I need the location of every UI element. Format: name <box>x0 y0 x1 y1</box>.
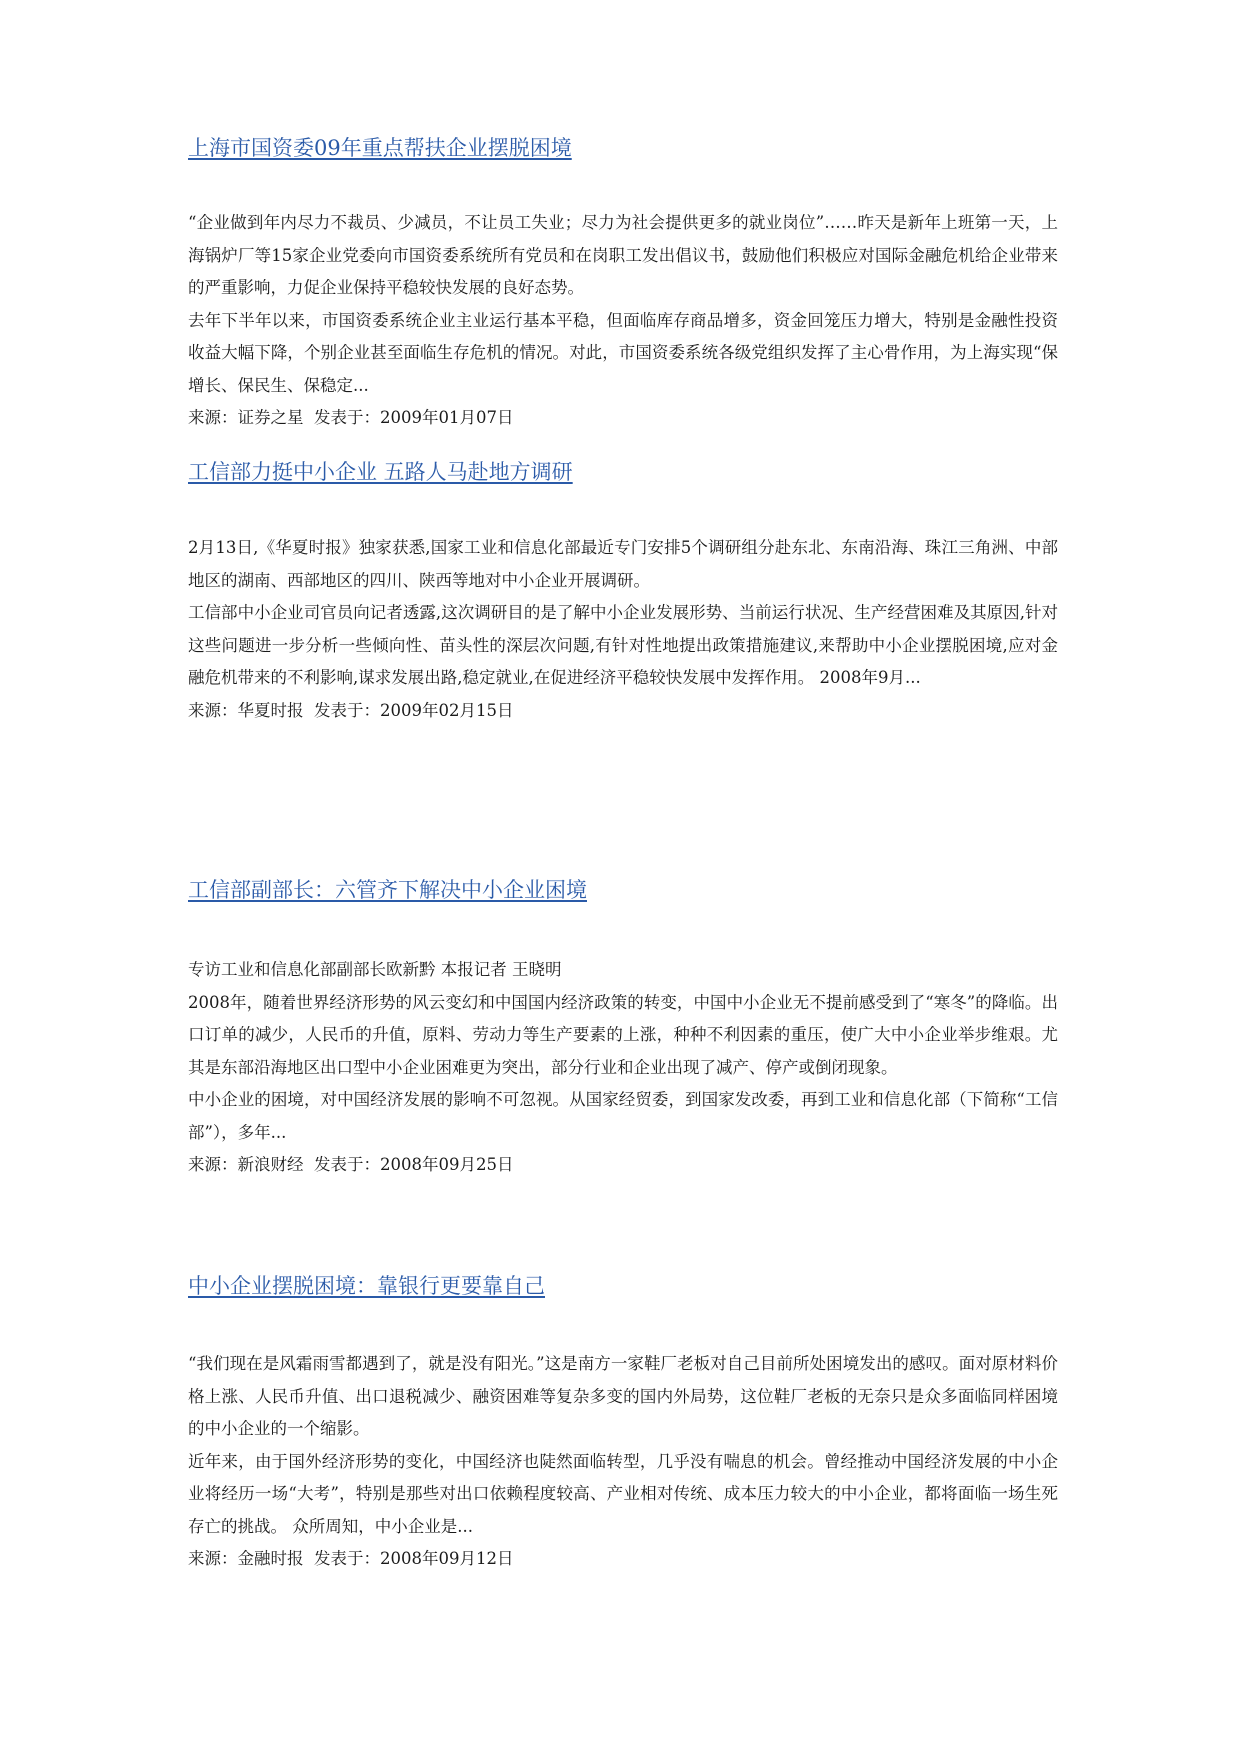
article-body <box>188 207 1058 435</box>
article-body <box>188 954 1058 1182</box>
article-paragraph: 2月13日,《华夏时报》独家获悉,国家工业和信息化部最近专门安排5个调研组分赴东北、东南沿海、珠江三角洲、中部地区的湖南、西部地区的四川、陕西等地对中小企业开展调研。 <box>188 538 1058 590</box>
article <box>188 134 1058 427</box>
article-title-link[interactable]: 中小企业摆脱困境：靠银行更要靠自己 <box>188 1274 545 1298</box>
article-paragraph: 2008年，随着世界经济形势的风云变幻和中国国内经济政策的转变，中国中小企业无不提前感受到了“寒冬”的降临。出口订单的减少，人民币的升值，原料、劳动力等生产要素的上涨，种种不利因素的重压，使广大中小企业举步维艰。尤其是东部沿海地区出口型中小企业困难更为突出，部分行业和企业出现了减产、停产或倒闭现象。 <box>188 992 1058 1077</box>
article-body <box>188 1348 1058 1576</box>
article-body <box>188 532 1058 727</box>
article <box>188 1272 1058 1568</box>
article-paragraph: 中小企业的困境，对中国经济发展的影响不可忽视。从国家经贸委，到国家发改委，再到工业和信息化部（下简称“工信部”），多年... <box>188 1090 1058 1142</box>
article-source: 来源：华夏时报 发表于：2009年02月15日 <box>188 700 514 720</box>
article-paragraph: 去年下半年以来，市国资委系统企业主业运行基本平稳，但面临库存商品增多，资金回笼压力增大，特别是金融性投资收益大幅下降，个别企业甚至面临生存危机的情况。对此，市国资委系统各级党组织发挥了主心骨作用，为上海实现“保增长、保民生、保稳定... <box>188 310 1058 395</box>
article-source: 来源：金融时报 发表于：2008年09月12日 <box>188 1549 514 1568</box>
article-source: 来源：新浪财经 发表于：2008年09月25日 <box>188 1155 514 1174</box>
article-title-link[interactable]: 工信部力挺中小企业 五路人马赴地方调研 <box>188 460 573 484</box>
article-source: 来源：证券之星 发表于：2009年01月07日 <box>188 408 514 427</box>
article-paragraph: 工信部中小企业司官员向记者透露,这次调研目的是了解中小企业发展形势、当前运行状况、生产经营困难及其原因,针对这些问题进一步分析一些倾向性、苗头性的深层次问题,有针对性地提出政策措施建议,来帮助中小企业摆脱困境,应对金融危机带来的不利影响,谋求发展出路,稳定就业,在促进经济平稳较快发展中发挥作用。 2008年9月... <box>188 603 1058 687</box>
article <box>188 876 1058 1174</box>
article-title-link[interactable]: 上海市国资委09年重点帮扶企业摆脱困境 <box>188 136 572 160</box>
article <box>188 458 1058 720</box>
article-paragraph: “企业做到年内尽力不裁员、少减员，不让员工失业；尽力为社会提供更多的就业岗位”……昨天是新年上班第一天，上海锅炉厂等15家企业党委向市国资委系统所有党员和在岗职工发出倡议书，鼓励他们积极应对国际金融危机给企业带来的严重影响，力促企业保持平稳较快发展的良好态势。 <box>188 213 1058 297</box>
article-paragraph: “我们现在是风霜雨雪都遇到了，就是没有阳光。”这是南方一家鞋厂老板对自己目前所处困境发出的感叹。面对原材料价格上涨、人民币升值、出口退税减少、融资困难等复杂多变的国内外局势，这位鞋厂老板的无奈只是众多面临同样困境的中小企业的一个缩影。 <box>188 1354 1058 1438</box>
article-paragraph: 专访工业和信息化部副部长欧新黔 本报记者 王晓明 <box>188 960 562 979</box>
article-title-link[interactable]: 工信部副部长：六管齐下解决中小企业困境 <box>188 878 587 902</box>
article-paragraph: 近年来，由于国外经济形势的变化，中国经济也陡然面临转型，几乎没有喘息的机会。曾经推动中国经济发展的中小企业将经历一场“大考”，特别是那些对出口依赖程度较高、产业相对传统、成本压力较大的中小企业，都将面临一场生死存亡的挑战。 众所周知，中小企业是... <box>188 1451 1058 1536</box>
